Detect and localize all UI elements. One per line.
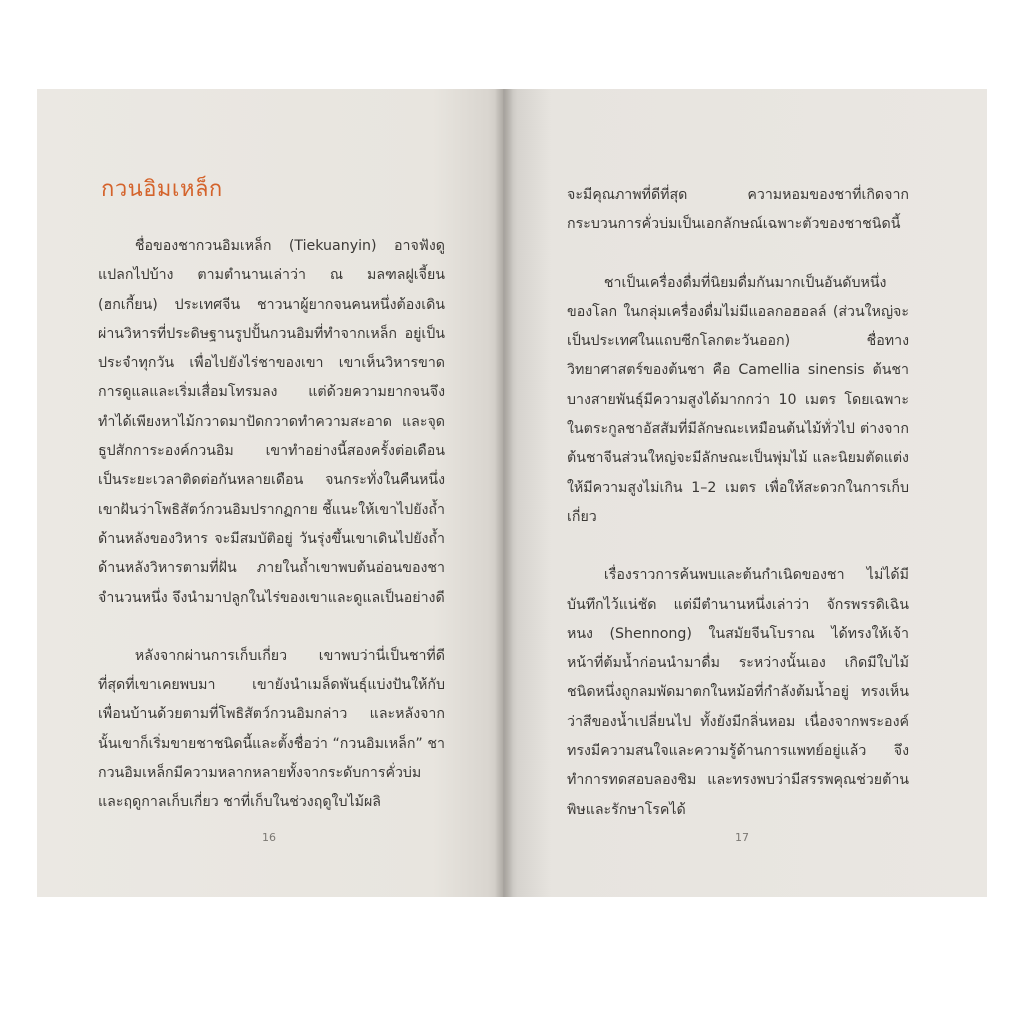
paragraph: จะมีคุณภาพที่ดีที่สุด ความหอมของชาที่เกิดจากกระบวนการคั่วบ่มเป็นเอกลักษณ์เฉพาะตัวของชาชนิดนี้ — [567, 187, 909, 233]
right-page-body — [567, 181, 909, 825]
left-page-body — [98, 232, 445, 818]
book-spine-shadow — [495, 89, 513, 897]
left-page — [37, 89, 503, 897]
page-number-left: 16 — [262, 831, 276, 844]
paragraph: ชาเป็นเครื่องดื่มที่นิยมดื่มกันมากเป็นอันดับหนึ่งของโลก ในกลุ่มเครื่องดื่มไม่มีแอลกอฮอลล์ (ส่วนใหญ่จะเป็นประเทศในแถบซีกโลกตะวันออก) ชื่อทางวิทยาศาสตร์ของต้นชา คือ Camellia sinensis ต้นชาบางสายพันธุ์มีความสูงได้มากกว่า 10 เมตร โดยเฉพาะในตระกูลชาอัสสัมที่มีลักษณะเหมือนต้นไม้ทั่วไป ต่างจากต้นชาจีนส่วนใหญ่จะมีลักษณะเป็นพุ่มไม้ และนิยมตัดแต่งให้มีความสูงไม่เกิน 1–2 เมตร เพื่อให้สะดวกในการเก็บเกี่ยว — [567, 274, 909, 525]
chapter-title: กวนอิมเหล็ก — [101, 177, 223, 202]
page-number-right: 17 — [735, 831, 749, 844]
paragraph: หลังจากผ่านการเก็บเกี่ยว เขาพบว่านี่เป็นชาที่ดีที่สุดที่เขาเคยพบมา เขายังนำเมล็ดพันธุ์แบ่งปันให้กับเพื่อนบ้านด้วยตามที่โพธิสัตว์กวนอิมกล่าว และหลังจากนั้นเขาก็เริ่มขายชาชนิดนี้และตั้งชื่อว่า “กวนอิมเหล็ก” ชากวนอิมเหล็กมีความหลากหลายทั้งจากระดับการคั่วบ่มและฤดูกาลเก็บเกี่ยว ชาที่เก็บในช่วงฤดูใบไม้ผลิ — [98, 647, 445, 811]
right-page — [503, 89, 987, 897]
book-spread — [37, 89, 987, 897]
paragraph: เรื่องราวการค้นพบและต้นกำเนิดของชา ไม่ได้มีบันทึกไว้แน่ชัด แต่มีตำนานหนึ่งเล่าว่า จักรพรรดิเฉินหนง (Shennong) ในสมัยจีนโบราณ ได้ทรงให้เจ้าหน้าที่ต้มน้ำก่อนนำมาดื่ม ระหว่างนั้นเอง เกิดมีใบไม้ชนิดหนึ่งถูกลมพัดมาตกในหม้อที่กำลังต้มน้ำอยู่ ทรงเห็นว่าสีของน้ำเปลี่ยนไป ทั้งยังมีกลิ่นหอม เนื่องจากพระองค์ทรงมีความสนใจและความรู้ด้านการแพทย์อยู่แล้ว จึงทำการทดสอบลองชิม และทรงพบว่ามีสรรพคุณช่วยต้านพิษและรักษาโรคได้ — [567, 567, 909, 818]
paragraph: ชื่อของชากวนอิมเหล็ก (Tiekuanyin) อาจฟังดูแปลกไปบ้าง ตามตำนานเล่าว่า ณ มลฑลฝูเจี้ยน (ฮกเกี้ยน) ประเทศจีน ชาวนาผู้ยากจนคนหนึ่งต้องเดินผ่านวิหารที่ประดิษฐานรูปปั้นกวนอิมที่ทำจากเหล็ก อยู่เป็นประจำทุกวัน เพื่อไปยังไร่ชาของเขา เขาเห็นวิหารขาดการดูแลและเริ่มเสื่อมโทรมลง แต่ด้วยความยากจนจึงทำได้เพียงหาไม้กวาดมาปัดกวาดทำความสะอาด และจุดธูปสักการะองค์กวนอิม เขาทำอย่างนี้สองครั้งต่อเดือน เป็นระยะเวลาติดต่อกันหลายเดือน จนกระทั่งในคืนหนึ่งเขาฝันว่าโพธิสัตว์กวนอิมปรากฏกาย ชี้แนะให้เขาไปยังถ้ำด้านหลังของวิหาร จะมีสมบัติอยู่ วันรุ่งขึ้นเขาเดินไปยังถ้ำด้านหลังวิหารตามที่ฝัน ภายในถ้ำเขาพบต้นอ่อนของชาจำนวนหนึ่ง จึงนำมาปลูกในไร่ของเขาและดูแลเป็นอย่างดี — [98, 238, 445, 606]
